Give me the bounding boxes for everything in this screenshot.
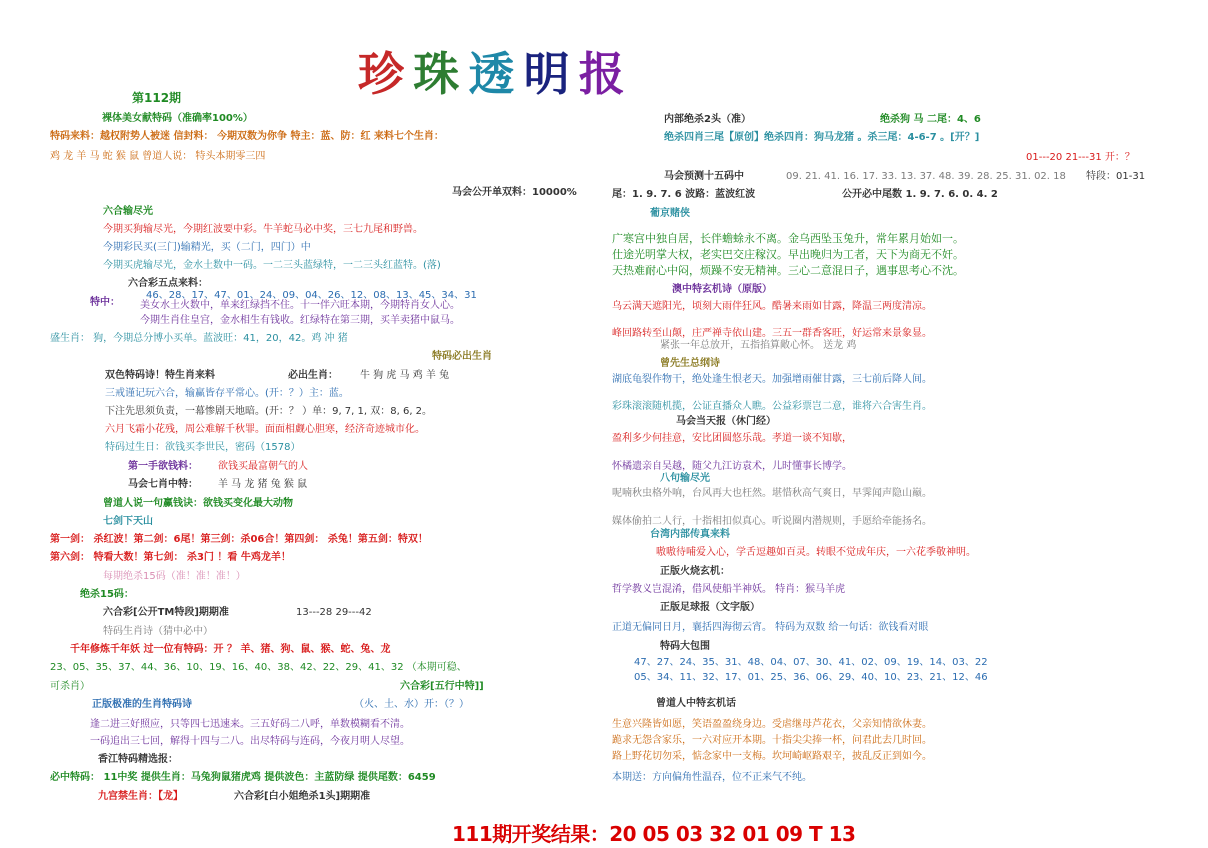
left-line-36: 香江特码精选报： — [98, 754, 178, 765]
left-line-25: 第六剑： 特看大数！第七剑： 杀3门 ！看 牛鸡龙羊！ — [50, 552, 291, 563]
left-line-03: 鸡 龙 羊 马 蛇 猴 鼠 曾道人说： 特头本期零三四 — [50, 151, 266, 162]
right-line-01b: 绝杀狗 马 二尾：4、6 — [880, 114, 981, 125]
right-line-18: 盈利多少何挂意，安比团圆悠乐哉。孝道一谈不知歇， — [612, 433, 852, 444]
right-line-20: 八句输尽光 — [660, 473, 710, 484]
right-line-05b: 公开必中尾数 1. 9. 7. 6. 0. 4. 2 — [842, 189, 998, 200]
left-line-23: 七剑下天山 — [103, 516, 153, 527]
right-line-13: 紧张一年总放开，五指掐算敞心怀。 送龙 鸡 — [660, 340, 857, 351]
right-line-07: 广寒宫中独自居，长伴蟾蜍永不离。金乌西坠玉兔升，常年累月始如一。 — [612, 232, 964, 245]
left-line-22: 曾道人说一句赢钱诀：欲钱买变化最大动物 — [103, 498, 293, 509]
left-line-06: 今期买狗输尽光，今期红波要中彩。牛羊蛇马必中奖，三七九尾和野兽。 — [103, 224, 423, 235]
right-line-12: 峰回路转至山颠，庄严禅寺依山建。三五一群香客旺，好运常来景象显。 — [612, 328, 932, 339]
right-line-27: 正版足球报（文字版） — [660, 602, 760, 613]
left-line-27: 绝杀15码： — [80, 589, 134, 600]
left-line-38a: 九宫禁生肖：【龙】 — [98, 791, 183, 802]
right-line-32: 曾道人中特玄机话 — [656, 698, 736, 709]
left-line-21b: 羊 马 龙 猪 兔 猴 鼠 — [218, 479, 308, 490]
left-line-12: 今期生肖住皇宫，金水相生有钱收。红绿特在第三期，买羊卖猪中鼠马。 — [140, 315, 460, 326]
right-line-15: 湖底龟裂作物干，绝处逢生恨老天。加强增雨催甘露，三七前后降人间。 — [612, 374, 932, 385]
right-line-17: 马会当天报（休门经） — [676, 416, 776, 427]
right-line-04c: 特段：01-31 — [1086, 171, 1146, 182]
left-line-20b: 欲钱买最富朝气的人 — [218, 461, 308, 472]
left-line-33a: 正版极准的生肖特码诗 — [92, 699, 192, 710]
left-line-07: 今期彩民买(三门)输精光，买（二门，四门）中 — [103, 242, 311, 253]
right-line-34: 跪求无怨含家乐，一六对应开本期。十指尖尖捧一杯，问君此去几时回。 — [612, 735, 932, 746]
right-line-06: 葡京赌侠 — [650, 208, 690, 219]
left-line-29: 特码生肖诗（猜中必中） — [103, 626, 213, 637]
left-line-09: 六合彩五点来料： — [128, 278, 208, 289]
left-line-10: 46、28、17、47、01、24、09、04、26、12、08、13、45、34、31 — [146, 290, 477, 301]
left-line-33b: （火、土、水）开：（？） — [354, 699, 469, 710]
right-line-02: 绝杀四肖三尾【原创】绝杀四肖：狗马龙猪 。杀三尾：4-6-7 。[开？] — [664, 132, 980, 143]
right-line-08: 仕途光明掌大权，老实巴交庄稼汉。早出晚归为工者，天下为商无不奸。 — [612, 248, 964, 261]
right-line-14: 曾先生总纲诗 — [660, 358, 720, 369]
left-line-37: 必中特码： 11中奖 提供生肖：马兔狗鼠猪虎鸡 提供波色：主蓝防绿 提供尾数：6459 — [50, 772, 436, 783]
right-line-11: 乌云满天遮阳光，顷刻大雨伴狂风。酷暑来雨如甘露，降温三两度清凉。 — [612, 301, 932, 312]
left-line-20a: 第一手欲钱料： — [128, 461, 198, 472]
left-line-28b: 13---28 29---42 — [296, 607, 372, 618]
masthead-char-1: 珍 — [358, 47, 404, 101]
right-line-19: 怀橘遗亲自吴越，随父九江访袁术，儿时懂事长博学。 — [612, 461, 852, 472]
right-line-09: 天热难耐心中闷，烦躁不安无精神。三心二意混日子，遇事思考心不沈。 — [612, 264, 964, 277]
right-line-35: 路上野花切勿采，惦念家中一支梅。坎坷崎岖路艰辛，披乱反正到如今。 — [612, 751, 932, 762]
left-line-18: 六月飞霜小花残，周公难解千秋罪。面面相觑心胆寒，经济奇迹城市化。 — [105, 424, 425, 435]
left-line-17: 下注先思须负责，一幕惨剧天地暗。(开：？ ）单：9, 7, 1, 双：8, 6, 2。 — [105, 406, 433, 417]
masthead-char-3: 透 — [468, 47, 515, 101]
right-line-04a: 马会预测十五码中 — [664, 171, 744, 182]
left-line-15c: 牛 狗 虎 马 鸡 羊 兔 — [360, 370, 450, 381]
left-line-19: 特码过生日：欲钱买李世民，密码（1578） — [105, 442, 301, 453]
right-line-03: 01---20 21---31 开：？ — [1026, 152, 1135, 163]
right-line-24: 嗷嗷待哺爱入心，学舌逗趣如百灵。转眼不觉成年庆，一六花季敬神明。 — [656, 547, 976, 558]
left-line-11b: 美女水土火数中，单来红绿挡不住。十一伴六旺本期，今期特肖女人心。 — [140, 300, 460, 311]
masthead-title — [358, 38, 758, 101]
left-line-26: 每期绝杀15码（准！准！准！） — [103, 571, 246, 582]
left-line-15b: 必出生肖： — [288, 370, 338, 381]
right-line-30: 47、27、24、35、31、48、04、07、30、41、02、09、19、14、03、22 — [634, 657, 988, 668]
left-line-32b: 六合彩[五行中特]] — [400, 681, 484, 692]
right-line-05a: 尾：1. 9. 7. 6 波路：蓝波红波 — [612, 189, 756, 200]
left-line-16: 三戒谨记玩六合，输赢皆存平常心。(开：？）主：蓝。 — [105, 388, 349, 399]
right-line-25: 正版火烧玄机： — [660, 566, 730, 577]
right-line-04b: 09. 21. 41. 16. 17. 33. 13. 37. 48. 39. 28. 25. 31. 02. 18 — [786, 171, 1066, 182]
masthead-char-4: 明 — [523, 47, 570, 101]
right-line-16: 彩珠滚滚随机揽，公证直播众人瞧。公益彩票岂二意，谁将六合害生肖。 — [612, 401, 932, 412]
left-line-21a: 马会七肖中特： — [128, 479, 198, 490]
left-line-28a: 六合彩[公开TM特段]期期准 — [103, 607, 229, 618]
left-line-35: 一码追出三七回，解得十四与二八。出尽特码与连码，今夜月明人尽望。 — [90, 736, 410, 747]
left-line-11a: 特中： — [90, 297, 120, 308]
left-line-15a: 双色特码诗！特生肖来料 — [105, 370, 215, 381]
masthead-char-2: 珠 — [413, 47, 460, 101]
left-line-05: 六合输尽光 — [103, 206, 153, 217]
draw-result-banner: 111期开奖结果：20 05 03 32 01 09 T 13 — [452, 822, 856, 846]
right-line-29: 特码大包围 — [660, 641, 710, 652]
issue-number: 第112期 — [132, 91, 182, 105]
left-line-02: 特码来料：越权附势人被迷 信封料： 今期双数为你争 特主：蓝、防：红 来料七个生肖： — [50, 131, 444, 142]
left-line-14: 特码必出生肖 — [432, 351, 492, 362]
left-line-04: 马会公开单双料：10000% — [452, 187, 577, 198]
right-line-23: 台湾内部传真来料 — [650, 529, 730, 540]
right-line-22: 媒体偷拍二人行，十指相扣似真心。听说圈内潜规则，手愿给牵能扬名。 — [612, 516, 932, 527]
right-line-28: 正道无偏同日月，襄括四海彻云宵。 特码为双数 给一句话：欲钱看对眼 — [612, 622, 929, 633]
right-line-31: 05、34、11、32、17、01、25、36、06、29、40、10、23、21、12、46 — [634, 672, 988, 683]
left-line-31: 23、05、35、37、44、36、10、19、16、40、38、42、22、29、41、32 （本期可稳、 — [50, 662, 467, 673]
right-line-10: 澳中特玄机诗（原版） — [672, 284, 772, 295]
left-line-30: 千年修炼千年妖 过一位有特码：开 ？ 羊、猪、狗、鼠、猴、蛇、兔、龙 — [70, 644, 391, 655]
right-line-21: 呢喃秋虫格外响，台风再大也枉然。堪惜秋高气爽日，早霁闻声隐山巅。 — [612, 488, 932, 499]
right-line-33: 生意兴隆皆如愿，笑语盈盈绕身边。受虐继母芦花衣，父亲知情欲休妻。 — [612, 719, 932, 730]
masthead-char-5: 报 — [578, 47, 625, 101]
left-line-08: 今期买虎输尽光，金水土数中一码。一二三头蓝绿特，一二三头红蓝特。(落) — [103, 260, 441, 271]
left-line-34: 逢二进三好照应，只等四七迅速来。三五好码二八呼，单数模糊看不清。 — [90, 719, 410, 730]
right-line-01a: 内部绝杀2头（准） — [664, 114, 751, 125]
right-line-36: 本期送：方向偏角性温吞，位不正来气不纯。 — [612, 772, 812, 783]
left-line-01: 裸体美女献特码（准确率100%） — [102, 113, 253, 124]
left-line-13: 盛生肖： 狗，今期总分博小买单。蓝波旺：41，20，42。鸡 冲 猪 — [50, 333, 348, 344]
left-line-32a: 可杀肖） — [50, 681, 90, 692]
left-line-38b: 六合彩[白小姐绝杀1头]期期准 — [234, 791, 371, 802]
left-line-24: 第一剑： 杀红波！第二剑：6尾！第三剑：杀06合！第四剑： 杀兔！第五剑：特双！ — [50, 534, 428, 545]
right-line-26: 哲学教义岂混淆，借风使船半神妖。 特肖：猴马羊虎 — [612, 584, 846, 595]
